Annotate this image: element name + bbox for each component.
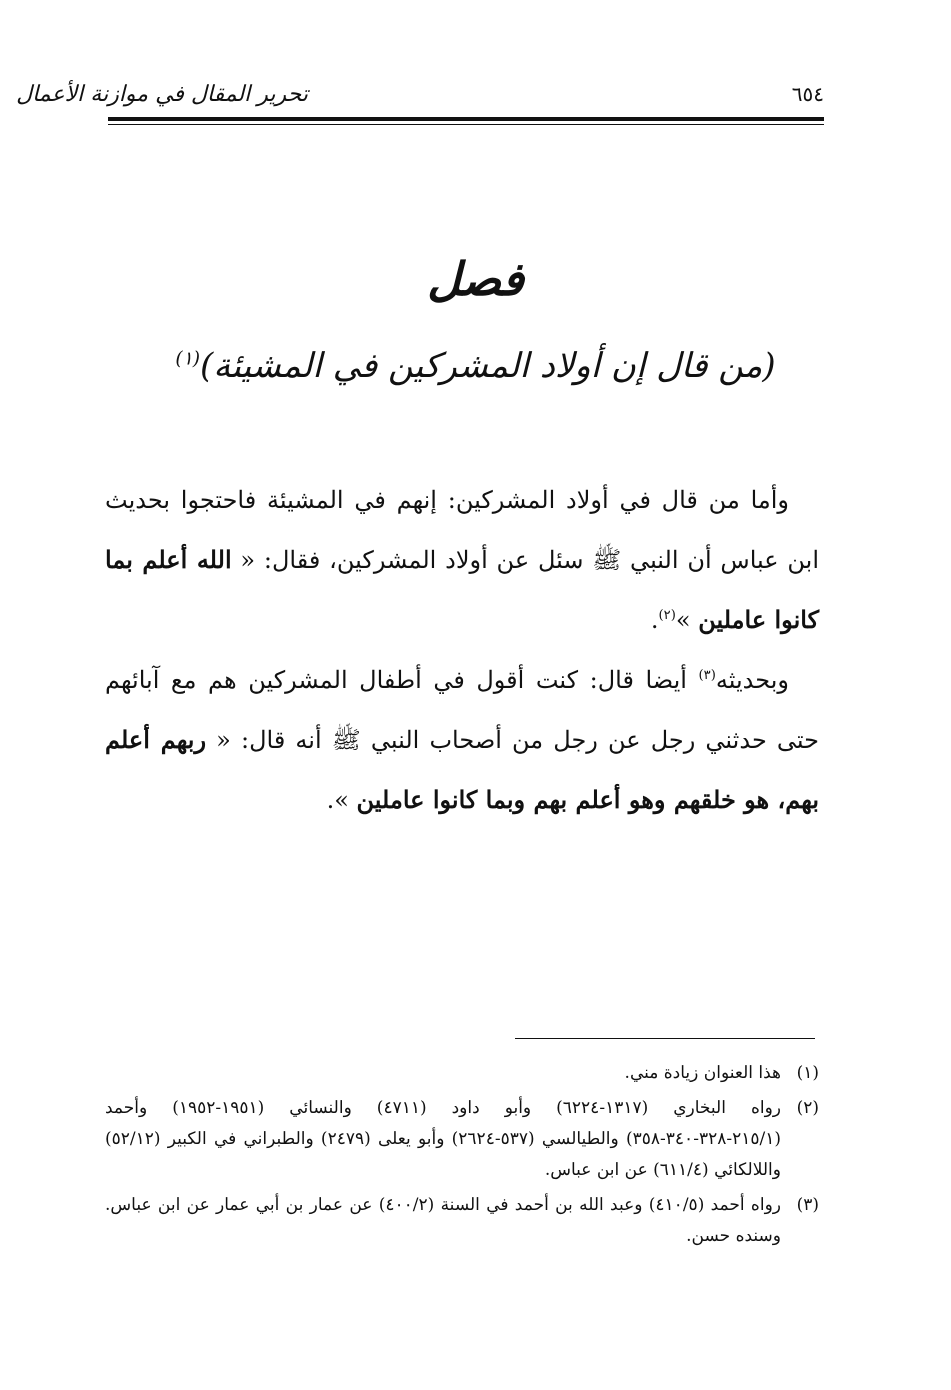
running-header: [16, 76, 824, 116]
header-rule-thin: [108, 124, 824, 125]
section-title: [60, 346, 891, 386]
footnote: [105, 1190, 819, 1252]
paragraph-1: [105, 470, 819, 650]
footnote-number: (٢): [796, 1098, 819, 1118]
footnote-text: هذا العنوان زيادة مني.: [624, 1063, 781, 1083]
section-title-text: (من قال إن أولاد المشركين في المشيئة): [200, 346, 776, 386]
paragraph-1-end: .: [650, 606, 659, 634]
quote-close-1: »: [675, 606, 699, 634]
footnote-text: رواه أحمد (٤١٠/٥) وعبد الله بن أحمد في السنة (٤٠٠/٢) عن عمار بن أبي عمار عن ابن عباس. وسنده حسن.: [105, 1195, 781, 1246]
footnote-text: رواه البخاري (١٣١٧-٦٢٢٤) وأبو داود (٤٧١١) والنسائي (١٩٥١-١٩٥٢) وأحمد (٢١٥/١-٣٢٨-٣٤٠-٣٥٨) والطيالسي (٥٣٧-٢٦٢٤) وأبو يعلى (٢٤٧٩) والطبراني في الكبير (٥٢/١٢) واللالكائي (٦١١/٤) عن ابن عباس.: [105, 1098, 781, 1180]
page-number: ٦٥٤: [791, 82, 824, 106]
footnote-separator: [515, 1038, 815, 1039]
hadith-quote-1: الله أعلم بما كانوا عاملين: [105, 545, 819, 634]
footnote: [105, 1058, 819, 1089]
paragraph-1-text: وأما من قال في أولاد المشركين: إنهم في المشيئة فاحتجوا بحديث ابن عباس أن النبي ﷺ سئل عن أولاد المشركين، فقال: «: [105, 486, 819, 574]
hadith-quote-2: ربهم أعلم بهم، هو خلقهم وهو أعلم بهم وبما كانوا عاملين: [105, 725, 819, 814]
footnote-ref-1: (١): [175, 348, 201, 370]
footnote-ref-3: (٣): [698, 668, 716, 683]
footnotes: [105, 1058, 819, 1256]
footnote-number: (١): [796, 1063, 819, 1083]
paragraph-2-start: وبحديثه: [715, 666, 789, 694]
section-heading: فصل: [427, 252, 524, 306]
paragraph-2-text: أيضا قال: كنت أقول في أطفال المشركين هم مع آبائهم حتى حدثني رجل عن رجل من أصحاب النبي ﷺ أنه قال: «: [105, 666, 819, 754]
running-header-title: تحرير المقال في موازنة الأعمال: [16, 82, 308, 107]
footnote: [105, 1093, 819, 1186]
paragraph-2: [105, 650, 819, 830]
footnote-ref-2: (٢): [658, 608, 676, 623]
body-text: [105, 470, 819, 830]
footnote-number: (٣): [796, 1195, 819, 1215]
quote-close-2: ».: [326, 786, 357, 814]
header-rule-thick: [108, 117, 824, 121]
